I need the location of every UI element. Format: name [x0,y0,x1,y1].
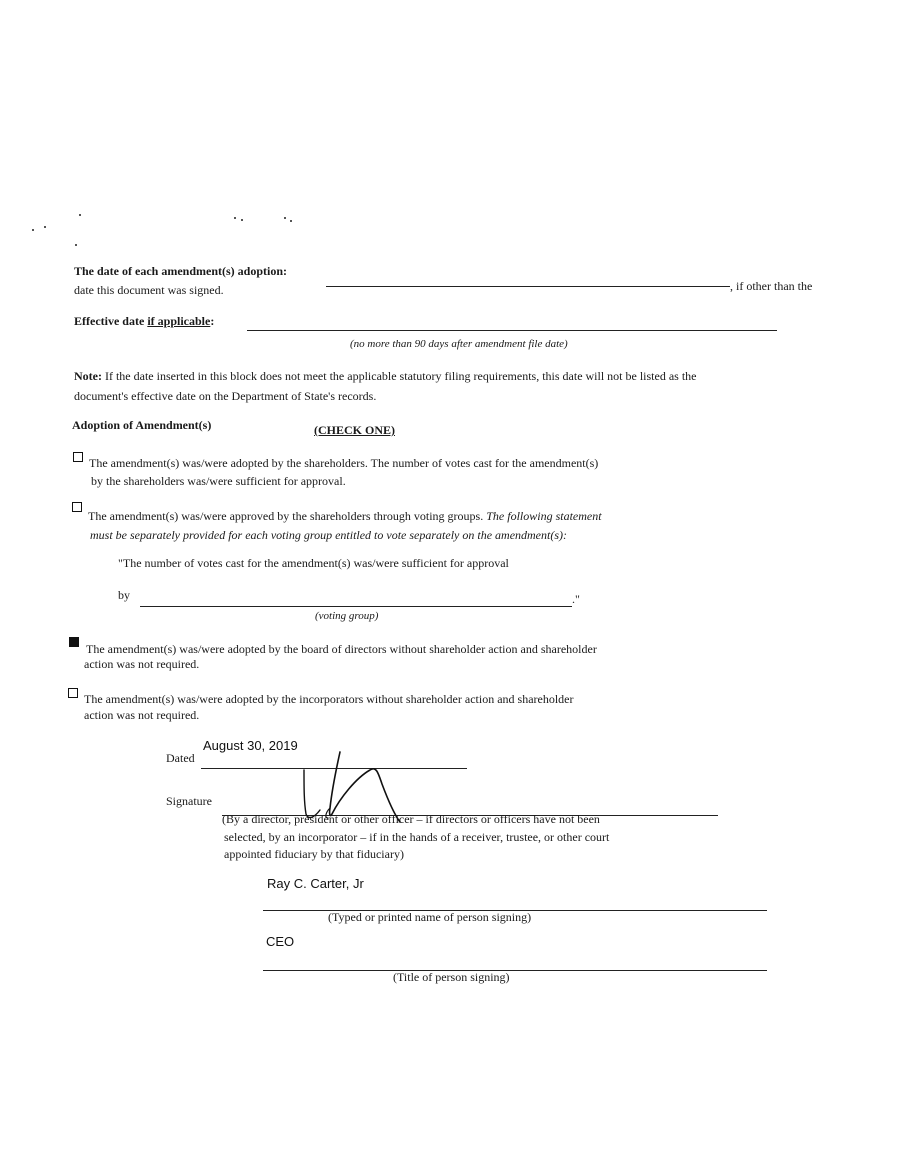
adoption-date-suffix: , if other than the [730,279,813,293]
signer-title-field[interactable] [263,970,767,971]
scan-speck [284,217,286,219]
option-incorporators-checkbox[interactable] [68,688,78,698]
effective-date-field[interactable] [247,330,777,331]
option-board-line-1: The amendment(s) was/were adopted by the board of directors without shareholder action and shareholder [86,642,597,656]
voting-group-field[interactable] [140,606,572,607]
signer-note-line-1: (By a director, president or other officer – if directors or officers have not been [222,812,600,826]
option-shareholders-checkbox[interactable] [73,452,83,462]
scan-speck [290,220,292,222]
scan-speck [79,214,81,216]
effective-date-hint: (no more than 90 days after amendment file date) [350,338,568,350]
option-board-line-2: action was not required. [84,657,200,671]
option-shareholders-line-2: by the shareholders was/were sufficient for approval. [91,474,346,488]
voting-group-caption: (voting group) [315,610,379,622]
note-line-2: document's effective date on the Department of State's records. [74,389,377,403]
scan-speck [234,217,236,219]
signer-title-caption: (Title of person signing) [393,970,510,984]
signer-name-value: Ray C. Carter, Jr [267,876,364,891]
signer-note-line-3: appointed fiduciary by that fiduciary) [224,847,404,861]
adoption-date-field[interactable] [326,286,730,287]
adoption-heading: Adoption of Amendment(s) [72,418,212,432]
option-voting-groups-line-1: The amendment(s) was/were approved by the shareholders through voting groups. The following statement [88,509,602,523]
dated-label: Dated [166,751,195,765]
option-voting-groups-line-2: must be separately provided for each voting group entitled to vote separately on the amendment(s): [90,528,567,542]
scan-speck [44,226,46,228]
adoption-date-continuation: date this document was signed. [74,283,224,297]
scan-speck [241,219,243,221]
effective-date-label: Effective date if applicable: [74,314,215,328]
option-shareholders-line-1: The amendment(s) was/were adopted by the shareholders. The number of votes cast for the amendment(s) [89,456,599,470]
scan-speck [32,229,34,231]
voting-group-by: by [118,588,130,602]
dated-value: August 30, 2019 [203,738,298,753]
note-line-1: Note: If the date inserted in this block does not meet the applicable statutory filing requirements, this date will not be listed as the [74,369,697,383]
signature-label: Signature [166,794,212,808]
signer-name-caption: (Typed or printed name of person signing) [328,910,532,924]
option-board-of-directors-checkbox[interactable] [69,637,79,647]
voting-group-close-quote: ." [572,592,580,606]
option-incorporators-line-1: The amendment(s) was/were adopted by the incorporators without shareholder action and shareholder [84,692,574,706]
signer-note-line-2: selected, by an incorporator – if in the hands of a receiver, trustee, or other court [224,830,610,844]
voting-group-statement: "The number of votes cast for the amendment(s) was/were sufficient for approval [118,556,509,570]
check-one-label: (CHECK ONE) [314,423,395,437]
signer-title-value: CEO [266,934,295,949]
option-incorporators-line-2: action was not required. [84,708,200,722]
option-voting-groups-checkbox[interactable] [72,502,82,512]
scan-speck [75,244,77,246]
adoption-date-label: The date of each amendment(s) adoption: [74,264,287,278]
